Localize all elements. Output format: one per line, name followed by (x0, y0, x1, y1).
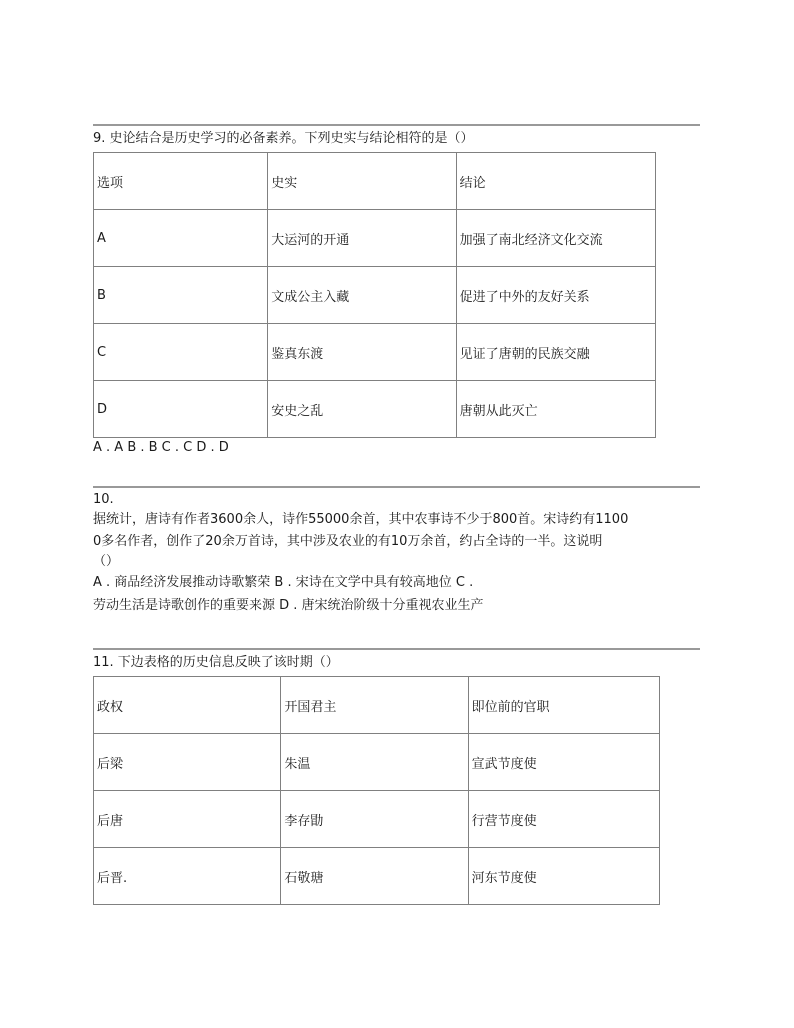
table-cell: 朱温 (281, 734, 468, 791)
separator-rule (93, 648, 700, 650)
table-cell: 大运河的开通 (268, 210, 456, 267)
question-10-stem-line: （） (93, 554, 120, 569)
question-9-title: 9. 史论结合是历史学习的必备素养。下列史实与结论相符的是（） (93, 131, 474, 146)
table-cell: 鉴真东渡 (268, 324, 456, 381)
table-cell: 文成公主入藏 (268, 267, 456, 324)
table-row (94, 210, 656, 267)
separator-rule (93, 124, 700, 126)
table-cell: 开国君主 (281, 677, 468, 734)
question-11-table (93, 676, 660, 905)
table-row (94, 324, 656, 381)
table-cell: 安史之乱 (268, 381, 456, 438)
table-cell: 河东节度使 (468, 848, 659, 905)
table-row (94, 734, 660, 791)
table-cell: 结论 (456, 153, 655, 210)
question-10-stem-line: 据统计，唐诗有作者3600余人，诗作55000余首，其中农事诗不少于800首。宋诗约有1100 (93, 512, 629, 527)
table-cell: B (94, 267, 268, 324)
table-row (94, 267, 656, 324)
question-10-stem-line: 0多名作者，创作了20余万首诗，其中涉及农业的有10万余首，约占全诗的一半。这说明 (93, 534, 603, 549)
table-cell: 后梁 (94, 734, 281, 791)
table-cell: 唐朝从此灭亡 (456, 381, 655, 438)
table-cell: 加强了南北经济文化交流 (456, 210, 655, 267)
table-cell: 选项 (94, 153, 268, 210)
table-cell: 政权 (94, 677, 281, 734)
separator-rule (93, 486, 700, 488)
question-9-options: A . A B . B C . C D . D (93, 440, 229, 455)
table-cell: 宣武节度使 (468, 734, 659, 791)
table-row (94, 848, 660, 905)
question-10-options: A . 商品经济发展推动诗歌繁荣 B . 宋诗在文学中具有较高地位 C . (93, 575, 474, 590)
table-cell: C (94, 324, 268, 381)
table-header-row (94, 153, 656, 210)
table-header-row (94, 677, 660, 734)
table-cell: 史实 (268, 153, 456, 210)
table-cell: D (94, 381, 268, 438)
table-cell: 见证了唐朝的民族交融 (456, 324, 655, 381)
table-row (94, 791, 660, 848)
question-9-table (93, 152, 656, 438)
table-cell: 促进了中外的友好关系 (456, 267, 655, 324)
table-row (94, 381, 656, 438)
table-cell: A (94, 210, 268, 267)
table-cell: 石敬瑭 (281, 848, 468, 905)
question-10-number: 10. (93, 492, 114, 507)
table-cell: 行营节度使 (468, 791, 659, 848)
table-cell: 后唐 (94, 791, 281, 848)
question-11-title: 11. 下边表格的历史信息反映了该时期（） (93, 655, 339, 670)
question-10-options: 劳动生活是诗歌创作的重要来源 D . 唐宋统治阶级十分重视农业生产 (93, 598, 484, 613)
table-cell: 李存勖 (281, 791, 468, 848)
table-cell: 后晋. (94, 848, 281, 905)
table-cell: 即位前的官职 (468, 677, 659, 734)
